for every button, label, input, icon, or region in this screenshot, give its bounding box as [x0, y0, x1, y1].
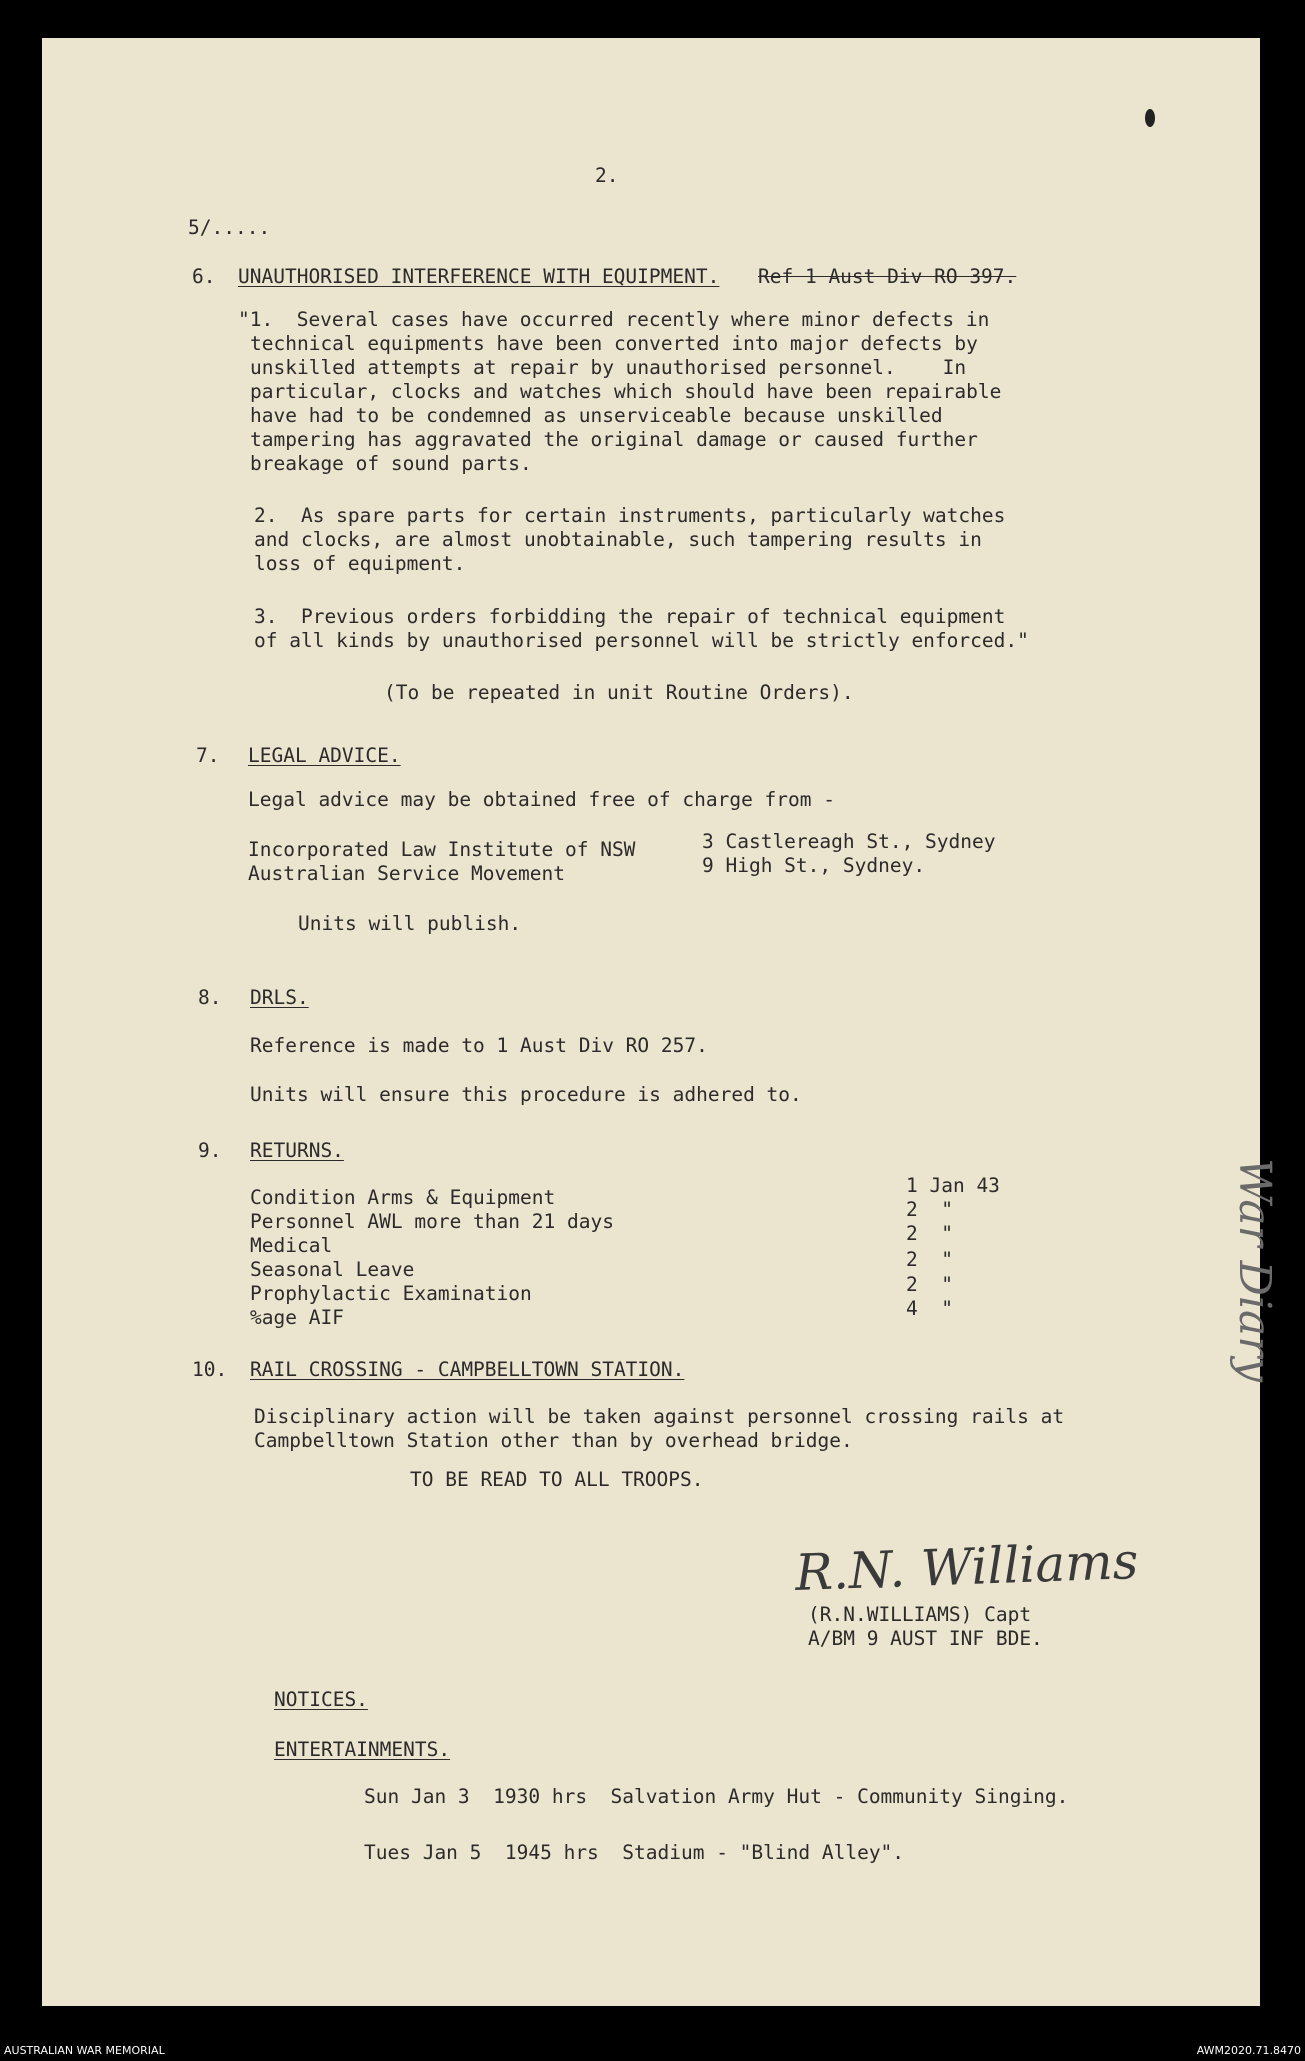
- section-10-line-1: Disciplinary action will be taken against personnel crossing rails at: [254, 1405, 1065, 1428]
- section-9-number: 9.: [198, 1139, 222, 1162]
- return-date: 2 ": [906, 1222, 953, 1245]
- return-date: 2 ": [906, 1248, 953, 1271]
- section-7-number: 7.: [196, 744, 220, 767]
- section-6-number: 6.: [192, 265, 216, 288]
- page-number: 2.: [595, 164, 619, 187]
- continuation-mark: 5/.....: [188, 216, 271, 239]
- section-7-title: LEGAL ADVICE.: [248, 744, 401, 767]
- margin-note-text: War Diary: [1229, 1158, 1280, 1383]
- entertainment-event: Tues Jan 5 1945 hrs Stadium - "Blind Alley".: [364, 1841, 905, 1864]
- section-6-para-1-line: breakage of sound parts.: [250, 452, 532, 475]
- section-6-struck-reference: Ref 1 Aust Div RO 397.: [758, 265, 1017, 288]
- section-6-para-3-line: of all kinds by unauthorised personnel will be strictly enforced.": [254, 629, 1029, 652]
- footer-accession-number: AWM2020.71.8470: [1196, 2044, 1301, 2057]
- section-6-para-2-line: 2. As spare parts for certain instruments, particularly watches: [254, 504, 1006, 527]
- notices-heading: NOTICES.: [274, 1688, 368, 1711]
- entertainments-heading: ENTERTAINMENTS.: [274, 1738, 451, 1761]
- section-7-address-1: 3 Castlereagh St., Sydney: [702, 830, 996, 853]
- return-item: Condition Arms & Equipment: [250, 1186, 556, 1209]
- ink-blot: [1145, 109, 1155, 127]
- return-item: Personnel AWL more than 21 days: [250, 1210, 614, 1233]
- section-7-org-2: Australian Service Movement: [248, 862, 565, 885]
- section-7-address-2: 9 High St., Sydney.: [702, 854, 926, 877]
- section-10-line-2: Campbelltown Station other than by overhead bridge.: [254, 1429, 853, 1452]
- section-8-line-2: Units will ensure this procedure is adhered to.: [250, 1083, 802, 1106]
- return-date: 1 Jan 43: [906, 1174, 1000, 1197]
- section-8-line-1: Reference is made to 1 Aust Div RO 257.: [250, 1034, 708, 1057]
- section-6-para-1-line: unskilled attempts at repair by unauthorised personnel. In: [250, 356, 967, 379]
- section-10-title: RAIL CROSSING - CAMPBELLTOWN STATION.: [250, 1358, 685, 1381]
- section-6-para-3-line: 3. Previous orders forbidding the repair of technical equipment: [254, 605, 1006, 628]
- section-10-number: 10.: [192, 1358, 228, 1381]
- return-item: Medical: [250, 1234, 333, 1257]
- return-date: 4 ": [906, 1297, 953, 1320]
- section-6-para-2-line: and clocks, are almost unobtainable, such tampering results in: [254, 528, 982, 551]
- return-item: %age AIF: [250, 1306, 344, 1329]
- section-8-title: DRLS.: [250, 986, 309, 1009]
- return-item: Prophylactic Examination: [250, 1282, 532, 1305]
- section-8-number: 8.: [198, 986, 222, 1009]
- entertainment-event: Sun Jan 3 1930 hrs Salvation Army Hut - Community Singing.: [364, 1785, 1069, 1808]
- section-9-title: RETURNS.: [250, 1139, 344, 1162]
- signatory-name: (R.N.WILLIAMS) Capt: [808, 1603, 1032, 1626]
- document-page: [42, 38, 1280, 2006]
- section-6-para-1-line: tampering has aggravated the original damage or caused further: [250, 428, 978, 451]
- margin-note-war-diary: [1210, 1148, 1280, 1448]
- signature-handwritten: R.N. Williams: [794, 1532, 1140, 1602]
- section-6-para-1-line: "1. Several cases have occurred recently where minor defects in: [238, 308, 990, 331]
- section-6-para-1-line: technical equipments have been converted into major defects by: [250, 332, 978, 355]
- section-6-para-1-line: have had to be condemned as unserviceable because unskilled: [250, 404, 943, 427]
- section-6-note: (To be repeated in unit Routine Orders).: [384, 681, 854, 704]
- section-6-para-1-line: particular, clocks and watches which should have been repairable: [250, 380, 1002, 403]
- section-7-intro: Legal advice may be obtained free of charge from -: [248, 788, 835, 811]
- section-6-title: UNAUTHORISED INTERFERENCE WITH EQUIPMENT.: [238, 265, 720, 288]
- section-6-para-2-line: loss of equipment.: [254, 552, 466, 575]
- return-date: 2 ": [906, 1198, 953, 1221]
- return-item: Seasonal Leave: [250, 1258, 415, 1281]
- section-10-note: TO BE READ TO ALL TROOPS.: [410, 1468, 704, 1491]
- section-7-note: Units will publish.: [298, 912, 522, 935]
- footer-institution: AUSTRALIAN WAR MEMORIAL: [4, 2044, 165, 2057]
- signatory-role: A/BM 9 AUST INF BDE.: [808, 1627, 1043, 1650]
- return-date: 2 ": [906, 1273, 953, 1296]
- section-7-org-1: Incorporated Law Institute of NSW: [248, 838, 636, 861]
